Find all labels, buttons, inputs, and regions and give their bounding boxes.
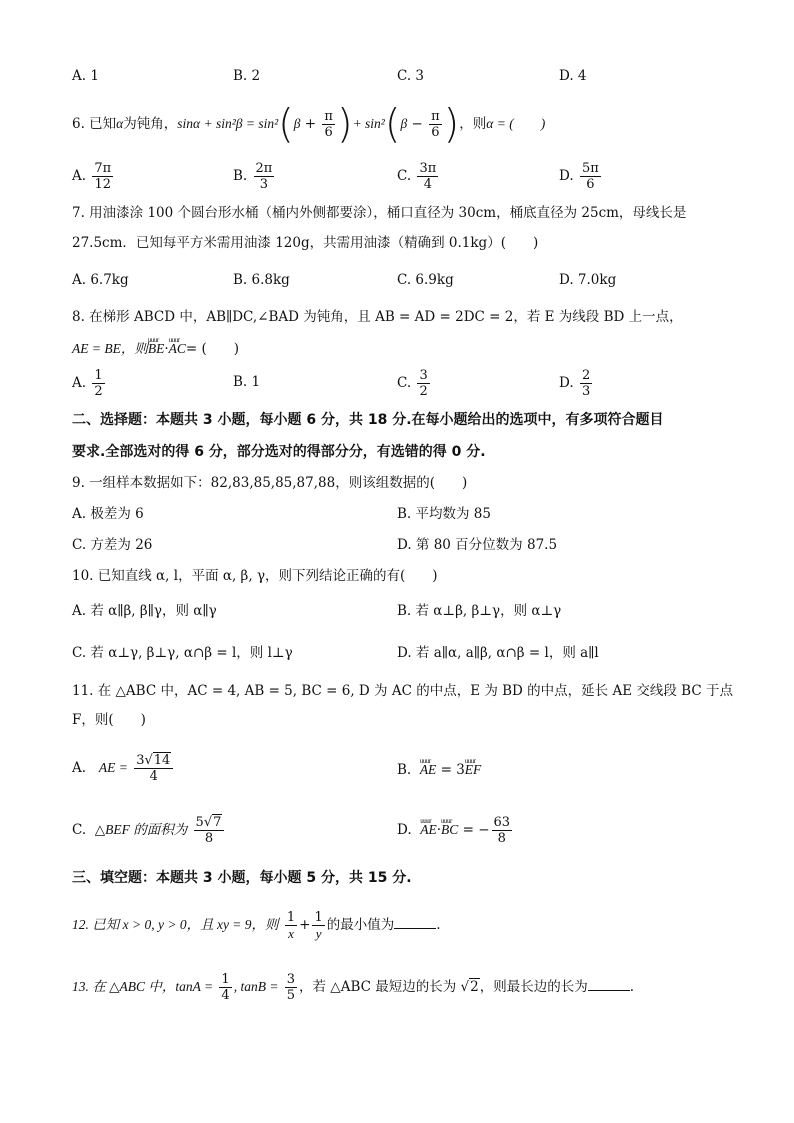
q10-option-d: D. 若 a∥α, a∥β, α∩β = l，则 a∥l xyxy=(397,645,599,661)
q8-stem-line1: 8. 在梯形 ABCD 中，AB∥DC,∠BAD 为钝角，且 AB = AD = 2DC = 2，若 E 为线段 BD 上一点， xyxy=(72,309,683,325)
q6-pi-over-6-a: $\frac{\pi}{6}$ xyxy=(324,109,333,140)
q9-option-b: B. 平均数为 85 xyxy=(397,506,491,522)
q5-option-b: B. 2 xyxy=(233,68,261,84)
q8-stem-line2: AE = BE，则uuur BE·uuur AC= ( ) xyxy=(72,339,239,359)
q10-option-c: C. 若 α⊥γ, β⊥γ, α∩β = l，则 l⊥γ xyxy=(72,645,293,661)
q6-left-paren-2: ( xyxy=(384,101,401,148)
q7-stem-line1: 7. 用油漆涂 100 个圆台形水桶（桶内外侧都要涂），桶口直径为 30cm，桶底直径为 25cm，母线长是 xyxy=(72,205,687,221)
q12-answer-blank[interactable] xyxy=(394,916,436,929)
q6-option-c: C. $\frac{3\pi}{4}$ xyxy=(397,161,437,192)
q6-beta-2: β xyxy=(400,116,408,131)
q11-stem-line1: 11. 在 △ABC 中，AC = 4, AB = 5, BC = 6, D 为 AC 的中点，E 为 BD 的中点，延长 AE 交线段 BC 于点 xyxy=(72,683,733,699)
q6-option-a: A. $\frac{7\pi}{12}$ xyxy=(72,161,112,192)
q12-stem: 12. 已知 x > 0, y > 0，且 xy = 9，则 $\frac{1}{x}$ + $\frac{1}{y}$ 的最小值为 . xyxy=(72,910,441,941)
q8-option-a: A. $\frac{1}{2}$ xyxy=(72,368,103,399)
q6-tail: ，则 xyxy=(459,116,487,132)
q11-option-a: A. AE = $\frac{3√14}{4}$ xyxy=(72,746,175,790)
section-2-heading-line1: 二、选择题：本题共 3 小题，每小题 6 分，共 18 分.在每小题给出的选项中，有多项符合题目 xyxy=(72,412,664,428)
q8-option-c: C. $\frac{3}{2}$ xyxy=(397,368,428,399)
q13-stem: 13. 在 △ABC 中，tanA = $\frac{1}{4}$ , tanB = $\frac{3}{5}$ ，若 △ABC 最短边的长为 √2，则最长边的长为 . xyxy=(72,972,635,1003)
q11-vector-ae: uuur AE xyxy=(420,760,437,780)
q11-vector-bc: uuur BC xyxy=(441,810,458,850)
q6-option-b: B. $\frac{2\pi}{3}$ xyxy=(233,161,273,192)
q13-answer-blank[interactable] xyxy=(588,978,630,991)
q11-option-b: B. uuur AE = 3uuur EF xyxy=(397,760,481,780)
q6-alpha: α xyxy=(116,116,124,131)
q9-option-a: A. 极差为 6 xyxy=(72,506,144,522)
q9-stem: 9. 一组样本数据如下：82,83,85,85,87,88，则该组数据的( ) xyxy=(72,475,468,491)
q7-option-a: A. 6.7kg xyxy=(72,272,129,288)
q7-option-c: C. 6.9kg xyxy=(397,272,454,288)
q6-beta-1: β xyxy=(293,116,301,131)
q6-plus-sin: + sin² xyxy=(352,116,385,131)
q8-vector-ac: uuur AC xyxy=(169,339,186,359)
q11-option-c: C. △BEF 的面积为 $\frac{5√7}{8}$ xyxy=(72,810,226,850)
q6-number: 6. 已知 xyxy=(72,116,117,132)
q8-option-b: B. 1 xyxy=(233,374,261,390)
q6-equation-left: sinα + sin²β = sin² xyxy=(177,116,279,131)
section-3-heading: 三、填空题：本题共 3 小题，每小题 5 分，共 15 分. xyxy=(72,870,412,886)
q9-option-d: D. 第 80 百分位数为 87.5 xyxy=(397,537,558,553)
q6-tail-answer: α = ( ) xyxy=(486,116,546,131)
q6-left-paren-1: ( xyxy=(278,101,294,148)
q6-option-d: D. $\frac{5\pi}{6}$ xyxy=(559,161,599,192)
q6-pi-over-6-b: $\frac{\pi}{6}$ xyxy=(431,109,440,140)
q9-option-c: C. 方差为 26 xyxy=(72,537,153,553)
q7-option-d: D. 7.0kg xyxy=(559,272,617,288)
q11-stem-line2: F，则( ) xyxy=(72,712,146,728)
q7-option-b: B. 6.8kg xyxy=(233,272,290,288)
q6-mid: 为钝角， xyxy=(123,116,178,132)
q8-vector-be: uuur BE xyxy=(148,339,165,359)
q11-vector-ef: uuur EF xyxy=(465,760,482,780)
q6-right-paren-1: ) xyxy=(336,101,353,148)
q10-option-b: B. 若 α⊥β, β⊥γ，则 α⊥γ xyxy=(397,603,562,619)
q6-right-paren-2: ) xyxy=(443,101,460,148)
q11-option-d: D. uuur AE·uuur BC = − $\frac{63}{8}$ xyxy=(397,810,514,850)
q10-option-a: A. 若 α∥β, β∥γ，则 α∥γ xyxy=(72,603,217,619)
q6-stem: 6. 已知α为钝角，sinα + sin²β = sin²(β + $\frac{\pi}{6}$ )+ sin²(β − $\frac{\pi}{6}$ )，则α = ( ) xyxy=(72,101,546,148)
q7-stem-line2: 27.5cm．已知每平方米需用油漆 120g，共需用油漆（精确到 0.1kg）( ) xyxy=(72,235,539,251)
q11-vector-ae-d: uuur AE xyxy=(420,810,437,850)
q8-option-d: D. $\frac{2}{3}$ xyxy=(559,368,591,399)
q5-option-d: D. 4 xyxy=(559,68,587,84)
q5-option-c: C. 3 xyxy=(397,68,425,84)
section-2-heading-line2: 要求.全部选对的得 6 分，部分选对的得部分分，有选错的得 0 分. xyxy=(72,444,486,460)
q10-stem: 10. 已知直线 α, l，平面 α, β, γ，则下列结论正确的有( ) xyxy=(72,568,438,584)
q5-option-a: A. 1 xyxy=(72,68,99,84)
